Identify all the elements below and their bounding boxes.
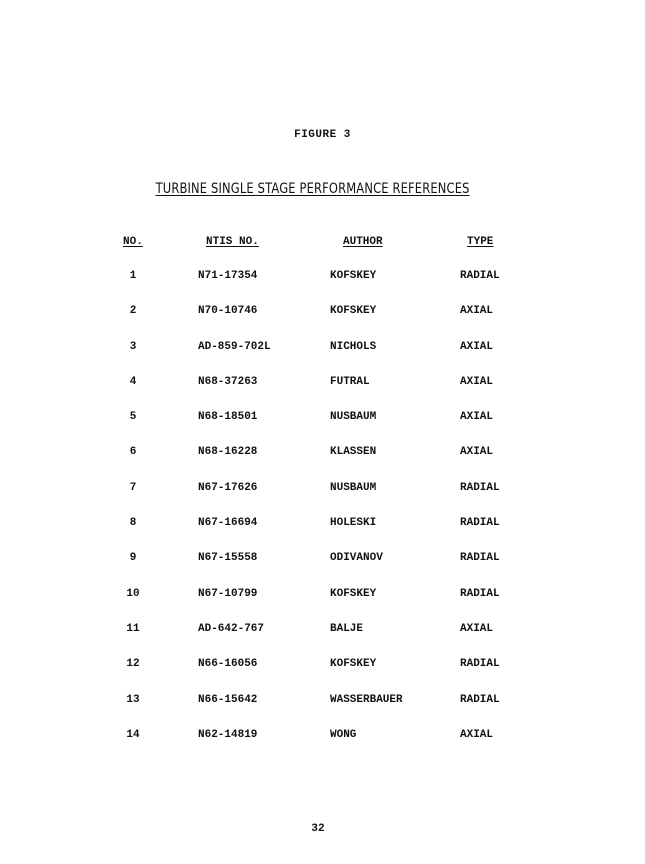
cell-no: 10	[126, 587, 140, 600]
cell-author: WONG	[330, 728, 357, 741]
cell-no: 5	[129, 411, 137, 424]
cell-type: AXIAL	[460, 375, 494, 388]
cell-author: FUTRAL	[330, 375, 370, 388]
column-header-no: NO.	[123, 236, 143, 248]
cell-no: 3	[129, 340, 137, 353]
cell-ntis: N68-16228	[198, 446, 258, 459]
cell-ntis: N67-15558	[198, 552, 258, 565]
cell-type: AXIAL	[460, 728, 494, 741]
table-row	[0, 446, 645, 481]
cell-type: AXIAL	[460, 446, 494, 459]
table-row	[0, 658, 645, 693]
cell-type: RADIAL	[460, 658, 500, 671]
cell-no: 1	[129, 270, 137, 282]
cell-no: 13	[126, 693, 140, 706]
cell-author: WASSERBAUER	[330, 693, 403, 706]
page-number: 32	[311, 823, 325, 835]
cell-author: KOFSKEY	[330, 587, 377, 600]
table-row	[0, 305, 645, 340]
cell-type: AXIAL	[460, 411, 494, 424]
cell-author: KLASSEN	[330, 446, 377, 459]
cell-no: 6	[129, 446, 137, 459]
figure-label: FIGURE 3	[294, 129, 351, 141]
cell-ntis: N66-15642	[198, 693, 258, 706]
cell-no: 11	[126, 622, 140, 635]
cell-type: RADIAL	[460, 517, 500, 530]
cell-type: AXIAL	[460, 340, 494, 353]
cell-type: RADIAL	[460, 481, 500, 494]
cell-no: 4	[129, 375, 137, 388]
references-table	[0, 270, 645, 764]
cell-type: RADIAL	[460, 552, 500, 565]
cell-no: 7	[129, 481, 137, 494]
column-header-author: AUTHOR	[343, 236, 383, 248]
column-header-type: TYPE	[467, 236, 494, 248]
cell-ntis: N67-17626	[198, 481, 258, 494]
table-row	[0, 341, 645, 376]
column-header-ntis: NTIS NO.	[206, 236, 259, 248]
cell-type: AXIAL	[460, 305, 494, 318]
cell-ntis: AD-642-767	[198, 622, 265, 635]
cell-type: AXIAL	[460, 622, 494, 635]
cell-ntis: N71-17354	[198, 270, 258, 282]
cell-ntis: N68-18501	[198, 411, 258, 424]
cell-ntis: N66-16056	[198, 658, 258, 671]
cell-author: NICHOLS	[330, 340, 377, 353]
cell-ntis: N70-10746	[198, 305, 258, 318]
cell-author: KOFSKEY	[330, 270, 377, 282]
table-row	[0, 482, 645, 517]
cell-author: ODIVANOV	[330, 552, 383, 565]
cell-no: 2	[129, 305, 137, 318]
cell-author: NUSBAUM	[330, 411, 377, 424]
cell-author: KOFSKEY	[330, 305, 377, 318]
table-row	[0, 588, 645, 623]
table-row	[0, 411, 645, 446]
cell-ntis: AD-859-702L	[198, 340, 271, 353]
table-row	[0, 270, 645, 305]
cell-type: RADIAL	[460, 693, 500, 706]
table-row	[0, 729, 645, 764]
cell-author: BALJE	[330, 622, 364, 635]
page-title: TURBINE SINGLE STAGE PERFORMANCE REFERENCES	[155, 181, 470, 197]
cell-no: 14	[126, 728, 140, 741]
cell-ntis: N67-16694	[198, 517, 258, 530]
table-row	[0, 376, 645, 411]
cell-type: RADIAL	[460, 270, 500, 282]
cell-no: 8	[129, 517, 137, 530]
table-row	[0, 694, 645, 729]
cell-author: NUSBAUM	[330, 481, 377, 494]
cell-author: KOFSKEY	[330, 658, 377, 671]
table-row	[0, 623, 645, 658]
cell-type: RADIAL	[460, 587, 500, 600]
table-row	[0, 517, 645, 552]
cell-ntis: N62-14819	[198, 728, 258, 741]
cell-no: 12	[126, 658, 140, 671]
cell-no: 9	[129, 552, 137, 565]
cell-author: HOLESKI	[330, 517, 377, 530]
cell-ntis: N68-37263	[198, 375, 258, 388]
cell-ntis: N67-10799	[198, 587, 258, 600]
table-row	[0, 552, 645, 587]
